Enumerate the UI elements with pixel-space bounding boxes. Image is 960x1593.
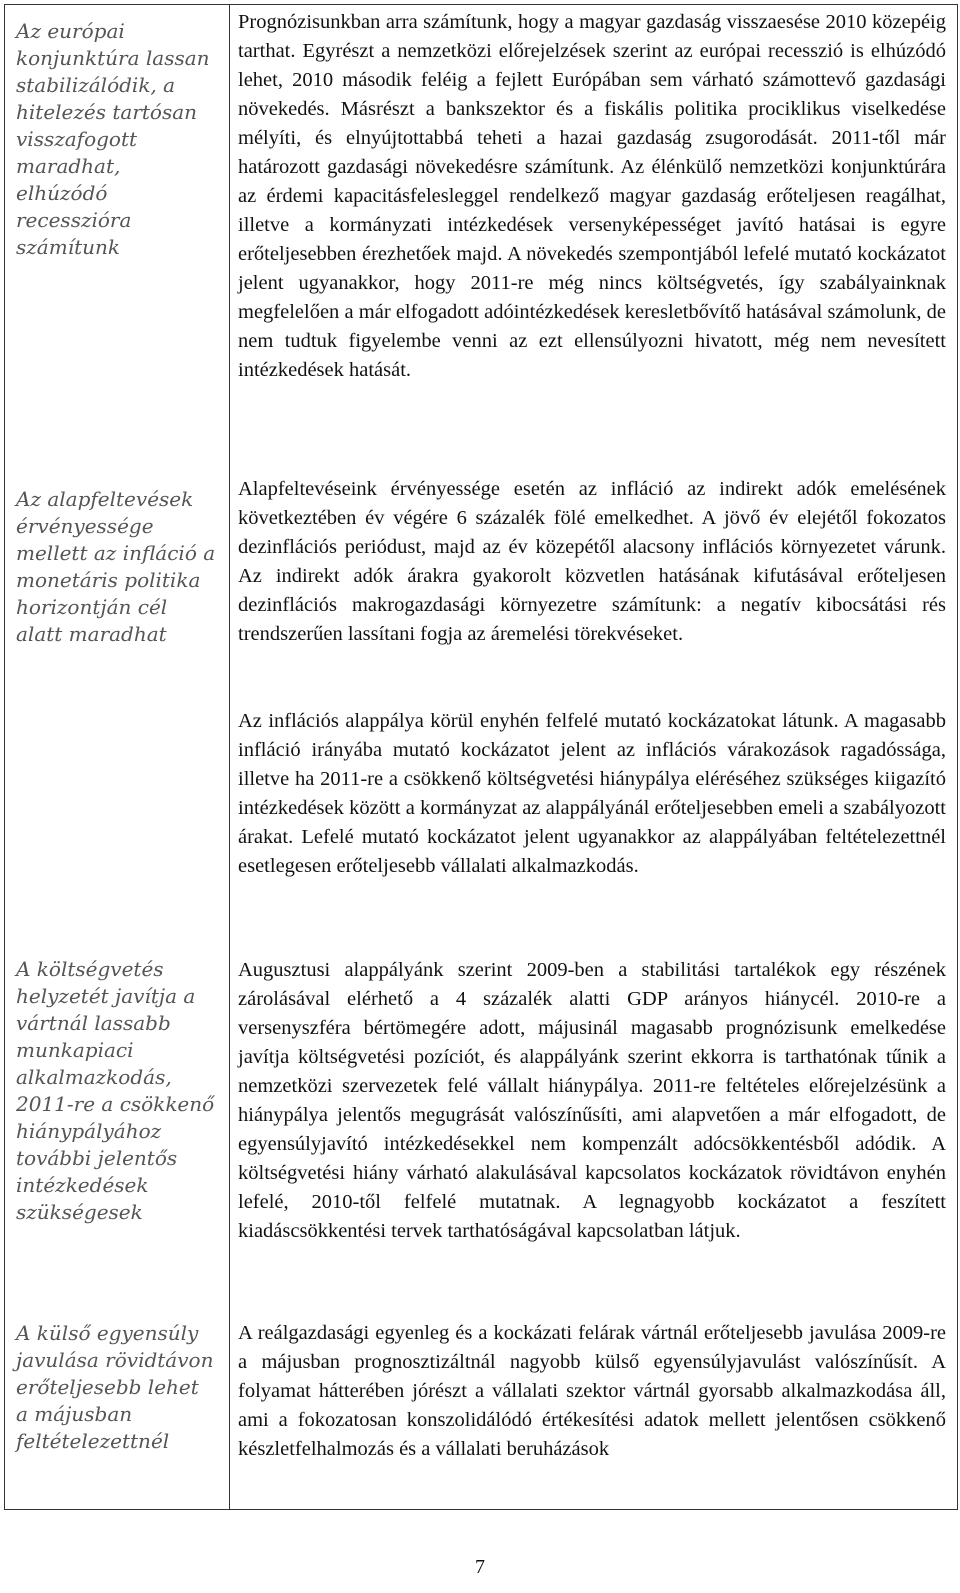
paragraph-inflation-risks: Az inflációs alappálya körül enyhén felfelé mutató kockázatokat látunk. A magasabb infláció irányába mutató kockázatot jelent az inflációs várakozások ragadóssága, illetve ha 2011-re a csökkenő költségvetési hiánypálya eléréséhez szükséges kiigazító intézkedések között a kormányzat az alappályánál erőteljesebben emeli a szabályozott árakat. Lefelé mutató kockázatot jelent ugyanakkor az alappályában feltételezettnél esetlegesen erőteljesebb vállalati alkalmazkodás.: [238, 710, 946, 877]
paragraph-external-balance: A reálgazdasági egyenleg és a kockázati felárak vártnál erőteljesebb javulása 2009-re a májusban prognosztizáltnál nagyobb külső egyensúlyjavulást valószínűsít. A folyamat hátterében jórészt a vállalati szektor vártnál gyorsabb alkalmazkodása áll, ami a fokozatosan konszolidálódó értékesítési adatok mellett jelentősen csökkenő készletfelhalmozás és a vállalati beruházások: [238, 1322, 946, 1460]
paragraph-inflation-baseline: Alapfeltevéseink érvényessége esetén az infláció az indirekt adók emelésének következtében év végére 6 százalék fölé emelkedhet. A jövő év elejétől fokozatos dezinflációs periódust, majd az év közepétől alacsony inflációs környezetet várunk. Az indirekt adók árakra gyakorolt közvetlen hatásának kifutásával erőteljesen dezinflációs makrogazdasági környezetre számítunk: a negatív kibocsátási rés trendszerűen lassítani fogja az áremelési törekvéseket.: [238, 478, 946, 645]
paragraph-budget: Augusztusi alappályánk szerint 2009-ben a stabilitási tartalékok egy részének zárolásával elérhető a 4 százalék alatti GDP arányos hiánycél. 2010-re a versenyszféra bértömegére adott, májusinál magasabb prognózisunk emelkedése javítja költségvetési pozíciót, és alappályánk szerint ekkorra is tarthatónak tűnik a nemzetközi szervezetek felé vállalt hiánypálya. 2011-re feltételes előrejelzésünk a hiánypálya jelentős megugrását valószínűsíti, ami alapvetően a már elfogadott, de egyensúlyjavító intézkedésekkel nem kompenzált adócsökkentésből adódik. A költségvetési hiány várható alakulásával kapcsolatos kockázatok rövidtávon enyhén lefelé, 2010-től felfelé mutatnak. A legnagyobb kockázatot a feszített kiadáscsökkentési tervek tarthatóságával kapcsolatban látjuk.: [238, 959, 946, 1242]
margin-note-external-balance: A külső egyensúly javulása rövidtávon erőteljesebb lehet a májusban feltételezettnél: [16, 1321, 214, 1453]
paragraph-growth-outlook: Prognózisunkban arra számítunk, hogy a magyar gazdaság visszaesése 2010 közepéig tarthat. Egyrészt a nemzetközi előrejelzések szerint az európai recesszió is elhúzódó lehet, 2010 második feléig a fejlett Európában sem várható számottevő gazdasági növekedés. Másrészt a bankszektor és a fiskális politika prociklikus viselkedése mélyíti, és elnyújtottabbá teheti a hazai gazdaság zsugorodását. 2011-től már határozott gazdasági növekedésre számítunk. Az élénkülő nemzetközi konjunktúrára az érdemi kapacitásfelesleggel rendelkező magyar gazdaság erőteljesen reagálhat, illetve a kormányzati intézkedések versenyképességet javító hatásai is egyre erőteljesebben érezhetőek majd. A növekedés szempontjából lefelé mutató kockázatot jelent ugyanakkor, hogy 2011-re még nincs költségvetés, így szabályainknak megfelelően a már elfogadott adóintézkedések keresletbővítő hatásával számolunk, de nem tudtuk figyelembe venni az ezt ellensúlyozni hivatott, még nem nevesített intézkedések hatását.: [238, 11, 946, 381]
column-divider: [229, 4, 230, 1510]
margin-note-conjuncture: Az európai konjunktúra lassan stabilizálódik, a hitelezés tartósan visszafogott maradhat, elhúzódó recesszióra számítunk: [16, 19, 210, 259]
margin-note-budget: A költségvetés helyzetét javítja a vártnál lassabb munkapiaci alkalmazkodás, 2011-re a csökkenő hiánypályához további jelentős intézkedések szükségesek: [16, 957, 215, 1224]
page-number: 7: [475, 1556, 485, 1578]
margin-note-inflation: Az alapfeltevések érvényessége mellett az infláció a monetáris politika horizontján cél alatt maradhat: [16, 487, 216, 646]
